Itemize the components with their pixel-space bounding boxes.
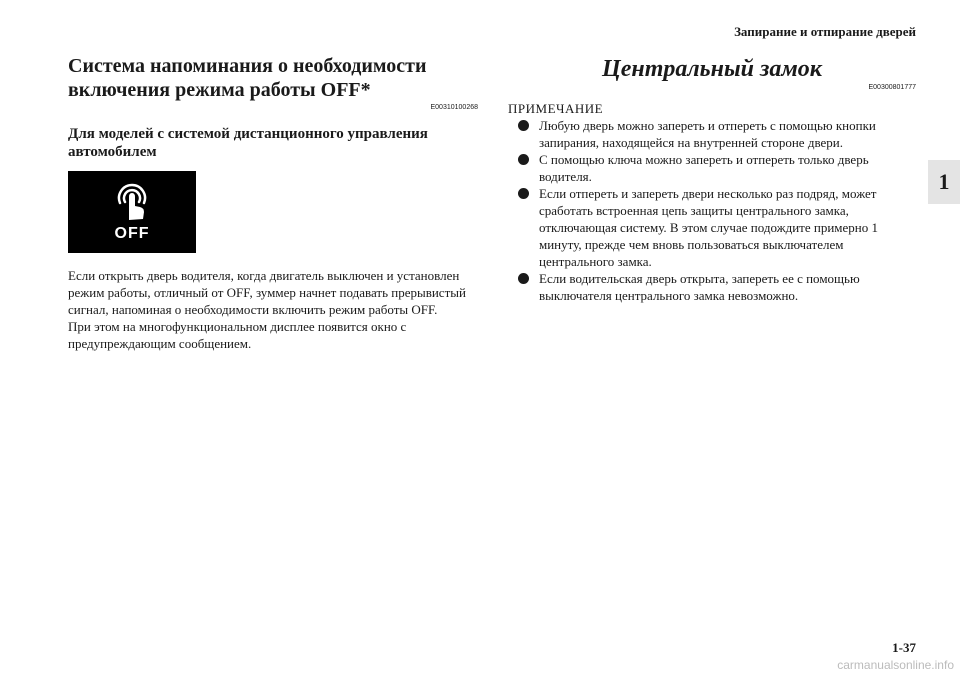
bullet-icon — [518, 120, 529, 131]
list-item — [508, 185, 916, 270]
section-code: E00300801777 — [868, 84, 916, 91]
note-list — [508, 117, 916, 304]
note-title: ПРИМЕЧАНИЕ — [508, 101, 604, 116]
body-text — [68, 267, 478, 352]
header-section-title: Запирание и отпирание дверей — [734, 24, 916, 39]
page-number: 1-37 — [892, 640, 916, 655]
bullet-icon — [518, 188, 529, 199]
bullet-icon — [518, 273, 529, 284]
chapter-tab[interactable] — [928, 160, 960, 204]
list-item — [508, 117, 916, 151]
icon-off-label: OFF — [114, 225, 150, 242]
list-item — [508, 270, 916, 304]
bullet-icon — [518, 154, 529, 165]
note-text: Любую дверь можно запереть и отпереть с помощью кнопки запирания, находящейся на внутренней стороне двери. — [539, 118, 876, 150]
paragraph: Если открыть дверь водителя, когда двигатель выключен и установлен режим работы, отличный от OFF, зуммер начнет подавать прерывистый сигнал, напоминая о необходимости включить режим работы OFF. — [68, 268, 466, 317]
section-title-off-reminder: Система напоминания о необходимости включения режима работы OFF* — [68, 55, 427, 101]
note-text: Если отпереть и запереть двери несколько раз подряд, может сработать встроенная цепь защиты центрального замка, отключающая систему. В этом случае подождите примерно 1 минуту, прежде чем вновь пользоваться выключателем центрального замка. — [539, 186, 879, 269]
section-title-central-lock: Центральный замок — [602, 56, 822, 82]
off-indicator-image — [68, 171, 196, 253]
note-text: Если водительская дверь открыта, запереть ее с помощью выключателя центрального замка невозможно. — [539, 271, 860, 303]
note-text: С помощью ключа можно запереть и отпереть только дверь водителя. — [539, 152, 869, 184]
right-column — [508, 54, 916, 304]
left-column — [68, 54, 478, 352]
paragraph: При этом на многофункциональном дисплее появится окно с предупреждающим сообщением. — [68, 319, 407, 351]
subsection-title: Для моделей с системой дистанционного управления автомобилем — [68, 126, 428, 160]
section-code: E00310100268 — [430, 104, 478, 111]
list-item — [508, 151, 916, 185]
chapter-number: 1 — [938, 169, 950, 194]
watermark: carmanualsonline.info — [837, 658, 954, 672]
